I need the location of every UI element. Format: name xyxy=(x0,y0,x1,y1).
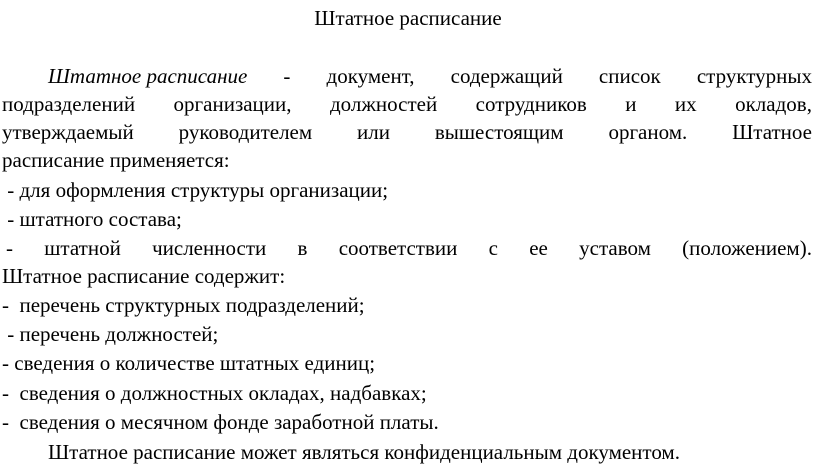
definition-word: органом. xyxy=(608,120,688,144)
definition-line-1 xyxy=(48,62,812,90)
document-title: Штатное расписание xyxy=(314,6,502,30)
contains-item: - перечень должностей; xyxy=(2,322,219,346)
applies-item: - штатного состава; xyxy=(2,207,182,231)
definition-word: утверждаемый xyxy=(2,120,134,144)
definition-word: организации, xyxy=(173,92,292,116)
definition-word: структурных xyxy=(696,64,812,88)
contains-item: - перечень структурных подразделений; xyxy=(2,293,365,317)
definition-word: и xyxy=(625,92,637,116)
definition-word: - xyxy=(283,64,291,88)
definition-word: подразделений xyxy=(2,92,136,116)
definition-word: документ, xyxy=(326,64,415,88)
applies-word: в xyxy=(297,236,308,260)
definition-line-2 xyxy=(2,90,812,118)
contains-item: - сведения о месячном фонде заработной платы. xyxy=(2,410,439,434)
definition-word: окладов, xyxy=(735,92,812,116)
applies-word: соответствии xyxy=(338,236,458,260)
applies-item-3 xyxy=(6,234,812,262)
applies-word: штатной xyxy=(44,236,121,260)
definition-line-4: расписание применяется: xyxy=(2,148,230,172)
applies-word: численности xyxy=(152,236,267,260)
definition-word: сотрудников xyxy=(475,92,587,116)
definition-word: содержащий xyxy=(450,64,563,88)
definition-word: должностей xyxy=(329,92,438,116)
definition-line-3 xyxy=(2,118,812,146)
contains-intro: Штатное расписание содержит: xyxy=(2,264,286,288)
contains-item: - сведения о должностных окладах, надбавках; xyxy=(2,381,427,405)
definition-word: или xyxy=(357,120,390,144)
applies-word: (положением). xyxy=(682,236,812,260)
applies-word: уставом xyxy=(579,236,651,260)
contains-item: - сведения о количестве штатных единиц; xyxy=(2,351,376,375)
definition-term: Штатное расписание xyxy=(48,64,248,88)
applies-word: - xyxy=(6,236,13,260)
definition-word: руководителем xyxy=(178,120,313,144)
applies-word: ее xyxy=(529,236,548,260)
definition-word: Штатное xyxy=(732,120,812,144)
definition-word: список xyxy=(598,64,661,88)
closing-statement: Штатное расписание может являться конфиденциальным документом. xyxy=(48,440,680,464)
definition-word: их xyxy=(674,92,697,116)
definition-word: вышестоящим xyxy=(434,120,564,144)
applies-word: с xyxy=(488,236,498,260)
applies-item: - для оформления структуры организации; xyxy=(2,178,389,202)
